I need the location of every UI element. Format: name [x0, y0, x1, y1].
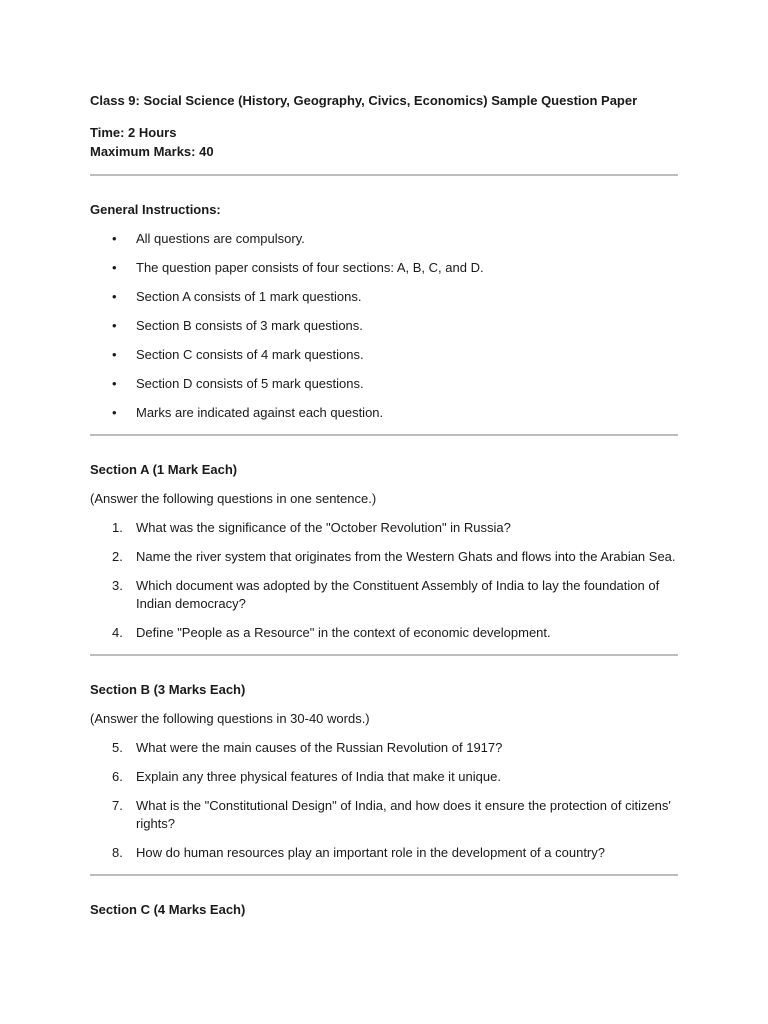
instructions-heading: General Instructions: [90, 202, 221, 217]
question-text: What was the significance of the "October Revolution" in Russia? [136, 520, 511, 535]
question-text: What were the main causes of the Russian Revolution of 1917? [136, 740, 503, 755]
question-number: 2. [112, 549, 123, 564]
question-item [90, 739, 678, 757]
instruction-item: • Section B consists of 3 mark questions. [90, 317, 678, 335]
section-b-heading: Section B (3 Marks Each) [90, 682, 246, 697]
question-number: 6. [112, 769, 123, 784]
question-text: Define "People as a Resource" in the context of economic development. [136, 625, 551, 640]
section-b-note: (Answer the following questions in 30-40 words.) [90, 711, 370, 726]
question-number: 1. [112, 520, 123, 535]
instruction-item: • All questions are compulsory. [90, 230, 678, 248]
document-content [90, 92, 678, 919]
question-number: 4. [112, 625, 123, 640]
question-item [90, 548, 678, 566]
instruction-item: • Marks are indicated against each question. [90, 404, 678, 422]
question-text: What is the "Constitutional Design" of India, and how does it ensure the protection of citizens' rights? [136, 798, 671, 831]
instructions-list [90, 230, 678, 422]
question-item [90, 624, 678, 642]
section-a-note: (Answer the following questions in one sentence.) [90, 491, 377, 506]
question-number: 5. [112, 740, 123, 755]
question-item [90, 519, 678, 537]
question-number: 3. [112, 578, 123, 593]
section-a-heading: Section A (1 Mark Each) [90, 462, 238, 477]
section-b-questions [90, 739, 678, 862]
question-text: Which document was adopted by the Constituent Assembly of India to lay the foundation of Indian democracy? [136, 578, 660, 611]
question-number: 7. [112, 798, 123, 813]
section-a-questions [90, 519, 678, 642]
question-item [90, 768, 678, 786]
divider [90, 654, 678, 656]
instruction-item: • Section A consists of 1 mark questions. [90, 288, 678, 306]
question-item [90, 797, 678, 833]
divider [90, 874, 678, 876]
paper-meta [90, 124, 678, 162]
instruction-item: • Section C consists of 4 mark questions. [90, 346, 678, 364]
maximum-marks: Maximum Marks: 40 [90, 144, 214, 159]
question-number: 8. [112, 845, 123, 860]
question-item [90, 577, 678, 613]
instruction-item: • Section D consists of 5 mark questions. [90, 375, 678, 393]
question-text: Explain any three physical features of India that make it unique. [136, 769, 501, 784]
paper-title: Class 9: Social Science (History, Geography, Civics, Economics) Sample Question Paper [90, 93, 638, 108]
instruction-item: • The question paper consists of four sections: A, B, C, and D. [90, 259, 678, 277]
question-text: Name the river system that originates from the Western Ghats and flows into the Arabian Sea. [136, 549, 676, 564]
question-item [90, 844, 678, 862]
question-text: How do human resources play an important role in the development of a country? [136, 845, 605, 860]
section-c-heading: Section C (4 Marks Each) [90, 902, 246, 917]
divider [90, 174, 678, 176]
divider [90, 434, 678, 436]
time-allowed: Time: 2 Hours [90, 125, 177, 140]
